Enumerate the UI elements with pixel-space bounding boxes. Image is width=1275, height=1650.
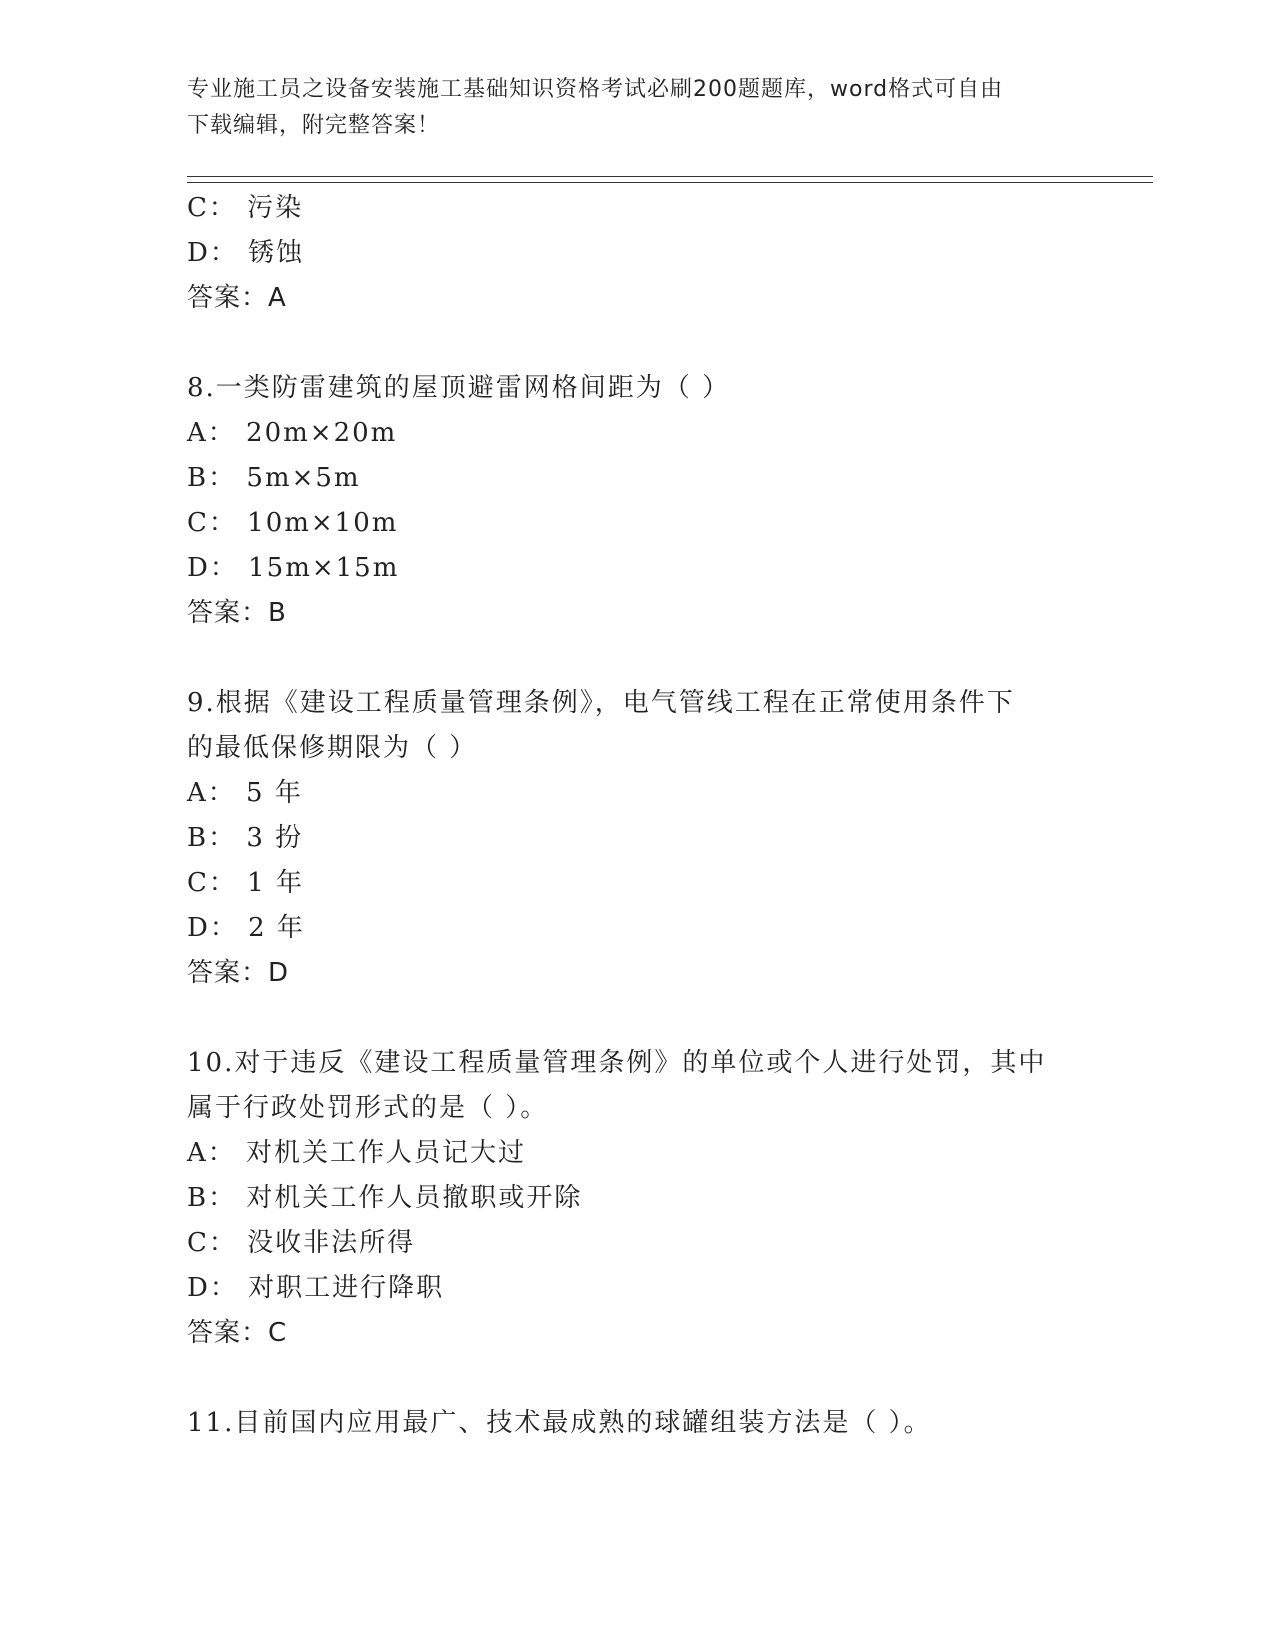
header-divider-bottom bbox=[187, 182, 1153, 183]
q8-option-a: A： 20m×20m bbox=[187, 418, 398, 448]
q10-option-a: A： 对机关工作人员记大过 bbox=[187, 1138, 527, 1168]
q10-question-line-2: 属于行政处罚形式的是（ ）。 bbox=[187, 1093, 549, 1123]
q8-option-c: C： 10m×10m bbox=[187, 508, 399, 538]
q11-question: 11.目前国内应用最广、技术最成熟的球罐组装方法是（ ）。 bbox=[187, 1408, 932, 1438]
q9-option-b: B： 3 扮 bbox=[187, 823, 304, 853]
q10-option-d: D： 对职工进行降职 bbox=[187, 1273, 445, 1303]
q7-option-c: C： 污染 bbox=[187, 193, 304, 223]
q9-option-c: C： 1 年 bbox=[187, 868, 304, 898]
header-title-line-2: 下载编辑，附完整答案！ bbox=[187, 113, 441, 138]
document-header bbox=[187, 72, 1067, 144]
q9-question-line-2: 的最低保修期限为（ ） bbox=[187, 733, 478, 763]
q8-answer: 答案：B bbox=[187, 598, 287, 628]
q8-option-b: B： 5m×5m bbox=[187, 463, 361, 493]
q10-question-line-1: 10.对于违反《建设工程质量管理条例》的单位或个人进行处罚，其中 bbox=[187, 1048, 1047, 1078]
header-divider-top bbox=[187, 176, 1153, 177]
q7-option-d: D： 锈蚀 bbox=[187, 238, 305, 268]
q10-option-b: B： 对机关工作人员撤职或开除 bbox=[187, 1183, 583, 1213]
q8-option-d: D： 15m×15m bbox=[187, 553, 400, 583]
q7-answer: 答案：A bbox=[187, 283, 287, 313]
q9-option-d: D： 2 年 bbox=[187, 913, 305, 943]
q9-option-a: A： 5 年 bbox=[187, 778, 303, 808]
header-title-line-1: 专业施工员之设备安装施工基础知识资格考试必刷200题题库，word格式可自由 bbox=[187, 77, 1004, 102]
q9-question-line-1: 9.根据《建设工程质量管理条例》，电气管线工程在正常使用条件下 bbox=[187, 688, 1015, 718]
q10-answer: 答案：C bbox=[187, 1318, 288, 1348]
q10-option-c: C： 没收非法所得 bbox=[187, 1228, 416, 1258]
q9-answer: 答案：D bbox=[187, 958, 290, 988]
q8-question: 8.一类防雷建筑的屋顶避雷网格间距为（ ） bbox=[187, 373, 731, 403]
